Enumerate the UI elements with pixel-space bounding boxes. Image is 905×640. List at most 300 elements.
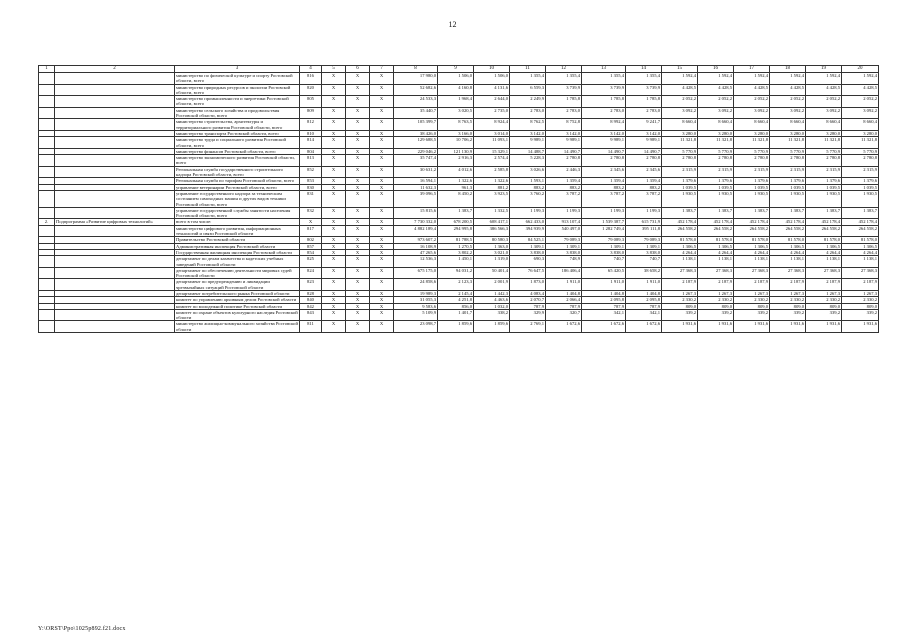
amount-cell: 5 770,9 — [698, 148, 734, 154]
cell-x: X — [346, 73, 370, 85]
amount-cell: 84 525,1 — [510, 237, 546, 243]
executor-name: министерство экономического развития Ростовской области, всего — [175, 155, 300, 167]
amount-cell: 339,2 — [842, 309, 879, 321]
table-row — [39, 190, 879, 207]
program-name — [55, 84, 175, 96]
amount-cell: 1 032,0 — [474, 303, 510, 309]
table-row — [39, 119, 879, 131]
amount-cell: 2 052,2 — [662, 96, 698, 108]
amount-cell: 2 052,2 — [770, 96, 806, 108]
amount-cell: 1 379,6 — [698, 178, 734, 184]
amount-cell: 52 682,6 — [394, 84, 438, 96]
amount-cell: 4 428,5 — [734, 84, 770, 96]
amount-cell: 809,0 — [806, 303, 842, 309]
row-number — [39, 267, 55, 279]
table-row — [39, 256, 879, 268]
amount-cell: 386 566,3 — [474, 225, 510, 237]
amount-cell: 883,2 — [510, 184, 546, 190]
amount-cell: 1 383,7 — [698, 207, 734, 219]
amount-cell: 9 989,1 — [582, 137, 626, 149]
cell-x: X — [322, 119, 346, 131]
amount-cell: 856,0 — [438, 303, 474, 309]
cell-x: X — [322, 243, 346, 249]
amount-cell: 1 039,5 — [842, 184, 879, 190]
table-row — [39, 279, 879, 291]
amount-cell: 452 178,4 — [806, 219, 842, 225]
amount-cell: 8 450,2 — [438, 190, 474, 207]
amount-cell: 1 309,1 — [582, 243, 626, 249]
column-number: 10 — [474, 66, 510, 73]
amount-cell: 79 089,3 — [546, 237, 582, 243]
amount-cell: 1 359,4 — [582, 178, 626, 184]
amount-cell: 787,9 — [626, 303, 662, 309]
amount-cell: 15 815,6 — [394, 207, 438, 219]
amount-cell: 2 780,8 — [842, 155, 879, 167]
amount-cell: 1 592,4 — [662, 73, 698, 85]
amount-cell: 2 780,8 — [662, 155, 698, 167]
amount-cell: 809,0 — [770, 303, 806, 309]
amount-cell: 3 280,0 — [770, 130, 806, 136]
amount-cell: 9 241,7 — [626, 119, 662, 131]
amount-cell: 1 930,5 — [698, 190, 734, 207]
amount-cell: 1 199,3 — [626, 207, 662, 219]
cell-x: X — [322, 219, 346, 225]
amount-cell: 11 321,8 — [734, 137, 770, 149]
amount-cell: 662 433,0 — [510, 219, 546, 225]
amount-cell: 1 931,6 — [806, 321, 842, 333]
cell-x: X — [346, 184, 370, 190]
amount-cell: 1 138,1 — [806, 256, 842, 268]
amount-cell: 1 930,5 — [734, 190, 770, 207]
table-row — [39, 155, 879, 167]
amount-cell: 2 066,4 — [546, 297, 582, 303]
amount-cell: 787,9 — [546, 303, 582, 309]
amount-cell: 3 787,2 — [626, 190, 662, 207]
amount-cell: 19 989,3 — [394, 290, 438, 296]
amount-cell: 2 187,9 — [698, 279, 734, 291]
amount-cell: 81 578,0 — [842, 237, 879, 243]
cell-x: X — [322, 237, 346, 243]
amount-cell: 1 592,4 — [806, 73, 842, 85]
table-row — [39, 73, 879, 85]
column-number: 13 — [582, 66, 626, 73]
executor-name: департамент потребительского рынка Ростовской области — [175, 290, 300, 296]
cell-x: X — [322, 73, 346, 85]
gov-code: 830 — [300, 184, 322, 190]
cell-x: X — [346, 84, 370, 96]
row-number — [39, 119, 55, 131]
cell-x: X — [370, 166, 394, 178]
amount-cell: 809,0 — [698, 303, 734, 309]
cell-x: X — [322, 279, 346, 291]
amount-cell: 2 330,2 — [806, 297, 842, 303]
amount-cell: 1 039,5 — [698, 184, 734, 190]
executor-name: министерство труда и социального развития Ростовской области, всего — [175, 137, 300, 149]
executor-name: управление государственного надзора за техническим состоянием самоходных машин и других видов техники Ростовской области, всего — [175, 190, 300, 207]
amount-cell: 264 558,2 — [806, 225, 842, 237]
amount-cell: 1 267,3 — [770, 290, 806, 296]
amount-cell: 2 187,9 — [662, 279, 698, 291]
amount-cell: 27 368,3 — [770, 267, 806, 279]
amount-cell: 3 280,0 — [806, 130, 842, 136]
amount-cell: 1 309,1 — [546, 243, 582, 249]
cell-x: X — [322, 178, 346, 184]
program-name — [55, 267, 175, 279]
cell-x: X — [370, 137, 394, 149]
gov-code: 823 — [300, 279, 322, 291]
cell-x: X — [346, 249, 370, 255]
amount-cell: 79 089,3 — [626, 237, 662, 243]
amount-cell: 3 923,5 — [474, 190, 510, 207]
cell-x: X — [346, 279, 370, 291]
gov-code: 853 — [300, 178, 322, 184]
amount-cell: 740,7 — [582, 256, 626, 268]
amount-cell: 2 070,7 — [510, 297, 546, 303]
amount-cell: 1 306,5 — [806, 243, 842, 249]
amount-cell: 452 178,4 — [734, 219, 770, 225]
amount-cell: 809,0 — [842, 303, 879, 309]
amount-cell: 740,7 — [626, 256, 662, 268]
row-number — [39, 321, 55, 333]
amount-cell: 2 769,1 — [510, 321, 546, 333]
cell-x: X — [322, 184, 346, 190]
cell-x: X — [346, 219, 370, 225]
amount-cell: 1 931,6 — [734, 321, 770, 333]
amount-cell: 2 187,9 — [770, 279, 806, 291]
program-name — [55, 207, 175, 219]
amount-cell: 1 270,5 — [438, 243, 474, 249]
amount-cell: 1 267,3 — [662, 290, 698, 296]
row-number — [39, 225, 55, 237]
amount-cell: 394 939,9 — [510, 225, 546, 237]
executor-name: Административная инспекция Ростовской области — [175, 243, 300, 249]
row-number — [39, 96, 55, 108]
executor-name: департамент по предупреждению и ликвидации чрезвычайных ситуаций Ростовской области — [175, 279, 300, 291]
amount-cell: 342,1 — [626, 309, 662, 321]
amount-cell: 1 785,8 — [626, 96, 662, 108]
gov-code: 857 — [300, 243, 322, 249]
amount-cell: 4 160,8 — [438, 84, 474, 96]
cell-x: X — [370, 178, 394, 184]
cell-x: X — [322, 256, 346, 268]
cell-x: X — [322, 137, 346, 149]
amount-cell: 9 583,6 — [394, 303, 438, 309]
cell-x: X — [346, 237, 370, 243]
page-number: 12 — [448, 20, 457, 29]
amount-cell: 80 580,3 — [474, 237, 510, 243]
cell-x: X — [322, 155, 346, 167]
amount-cell: 31 055,3 — [394, 297, 438, 303]
cell-x: X — [370, 290, 394, 296]
cell-x: X — [346, 107, 370, 119]
amount-cell: 1 931,6 — [770, 321, 806, 333]
amount-cell: 1 383,7 — [734, 207, 770, 219]
amount-cell: 1 306,5 — [842, 243, 879, 249]
amount-cell: 1 363,0 — [474, 243, 510, 249]
amount-cell: 3 092,2 — [662, 107, 698, 119]
amount-cell: 338,2 — [474, 309, 510, 321]
amount-cell: 339,2 — [734, 309, 770, 321]
amount-cell: 3 838,0 — [510, 249, 546, 255]
amount-cell: 79 089,3 — [582, 237, 626, 243]
amount-cell: 1 450,1 — [438, 256, 474, 268]
amount-cell: 4 428,5 — [662, 84, 698, 96]
amount-cell: 81 578,0 — [698, 237, 734, 243]
program-name — [55, 190, 175, 207]
row-number: 2. — [39, 219, 55, 225]
executor-name: управление ветеринарии Ростовской области, всего — [175, 184, 300, 190]
table-header-row — [39, 66, 879, 73]
amount-cell: 1 039,5 — [662, 184, 698, 190]
gov-code: 816 — [300, 73, 322, 85]
cell-x: X — [322, 148, 346, 154]
amount-cell: 2 187,9 — [806, 279, 842, 291]
amount-cell: 3 838,0 — [582, 249, 626, 255]
gov-code: 832 — [300, 207, 322, 219]
column-number: 20 — [842, 66, 879, 73]
amount-cell: 452 178,4 — [698, 219, 734, 225]
amount-cell: 883,2 — [546, 184, 582, 190]
amount-cell: 339,2 — [662, 309, 698, 321]
executor-name: департамент по обеспечению деятельности мировых судей Ростовской области — [175, 267, 300, 279]
amount-cell: 3 142,0 — [510, 130, 546, 136]
cell-x: X — [346, 267, 370, 279]
amount-cell: 8 762,5 — [510, 119, 546, 131]
amount-cell: 2 345,6 — [626, 166, 662, 178]
gov-code: 854 — [300, 249, 322, 255]
amount-cell: 3 092,2 — [806, 107, 842, 119]
amount-cell: 2 916,3 — [438, 155, 474, 167]
executor-name: всего в том числе: — [175, 219, 300, 225]
amount-cell: 186 406,4 — [546, 267, 582, 279]
amount-cell: 11 321,8 — [662, 137, 698, 149]
amount-cell: 47 265,6 — [394, 249, 438, 255]
cell-x: X — [346, 321, 370, 333]
amount-cell: 1 859,6 — [438, 321, 474, 333]
cell-x: X — [322, 249, 346, 255]
amount-cell: 883,2 — [626, 184, 662, 190]
amount-cell: 9 989,1 — [546, 137, 582, 149]
amount-cell: 2 780,8 — [698, 155, 734, 167]
amount-cell: 11 321,8 — [806, 137, 842, 149]
cell-x: X — [346, 290, 370, 296]
amount-cell: 3 280,0 — [698, 130, 734, 136]
cell-x: X — [322, 84, 346, 96]
amount-cell: 1 199,3 — [546, 207, 582, 219]
amount-cell: 14 488,7 — [510, 148, 546, 154]
amount-cell: 2 330,2 — [770, 297, 806, 303]
gov-code: X — [300, 219, 322, 225]
amount-cell: 2 052,2 — [698, 96, 734, 108]
amount-cell: 2 330,2 — [662, 297, 698, 303]
amount-cell: 1 859,6 — [474, 321, 510, 333]
executor-name: министерство по физической культуре и спорту Ростовской области, всего — [175, 73, 300, 85]
amount-cell: 81 578,0 — [734, 237, 770, 243]
amount-cell: 1 138,1 — [662, 256, 698, 268]
amount-cell: 9 989,1 — [510, 137, 546, 149]
amount-cell: 1 404,8 — [582, 290, 626, 296]
executor-name: министерство промышленности и энергетики Ростовской области, всего — [175, 96, 300, 108]
amount-cell: 30 631,2 — [394, 166, 438, 178]
cell-x: X — [370, 279, 394, 291]
column-number: 9 — [438, 66, 474, 73]
amount-cell: 4 264,4 — [842, 249, 879, 255]
amount-cell: 3 787,2 — [546, 190, 582, 207]
amount-cell: 1 931,6 — [698, 321, 734, 333]
executor-name: Государственная жилищная инспекция Ростовской области — [175, 249, 300, 255]
amount-cell: 1 931,6 — [842, 321, 879, 333]
amount-cell: 4 428,5 — [842, 84, 879, 96]
cell-x: X — [346, 137, 370, 149]
table-row — [39, 96, 879, 108]
amount-cell: 1 309,1 — [626, 243, 662, 249]
budget-table — [38, 65, 879, 333]
amount-cell: 27 368,3 — [806, 267, 842, 279]
gov-code: 843 — [300, 309, 322, 321]
amount-cell: 2 095,8 — [626, 297, 662, 303]
amount-cell: 81 578,0 — [662, 237, 698, 243]
amount-cell: 264 558,2 — [662, 225, 698, 237]
cell-x: X — [322, 190, 346, 207]
amount-cell: 3 739,9 — [546, 84, 582, 96]
cell-x: X — [346, 166, 370, 178]
amount-cell: 1 873,0 — [510, 279, 546, 291]
cell-x: X — [346, 148, 370, 154]
amount-cell: 1 593,1 — [510, 178, 546, 184]
row-number — [39, 166, 55, 178]
program-name — [55, 137, 175, 149]
executor-name: Региональная служба по тарифам Ростовской области, всего — [175, 178, 300, 184]
amount-cell: 1 672,6 — [582, 321, 626, 333]
amount-cell: 1 672,6 — [546, 321, 582, 333]
cell-x: X — [322, 321, 346, 333]
column-number: 4 — [300, 66, 322, 73]
amount-cell: 1 592,4 — [770, 73, 806, 85]
amount-cell: 3 280,0 — [734, 130, 770, 136]
amount-cell: 81 788,5 — [438, 237, 474, 243]
amount-cell: 16 594,1 — [394, 178, 438, 184]
cell-x: X — [322, 166, 346, 178]
amount-cell: 5 770,9 — [770, 148, 806, 154]
amount-cell: 3 092,2 — [698, 107, 734, 119]
program-name — [55, 321, 175, 333]
amount-cell: 1 359,4 — [546, 178, 582, 184]
amount-cell: 1 592,4 — [734, 73, 770, 85]
amount-cell: 2 783,0 — [546, 107, 582, 119]
cell-x: X — [370, 119, 394, 131]
amount-cell: 4 264,4 — [770, 249, 806, 255]
column-number: 19 — [806, 66, 842, 73]
gov-code: 840 — [300, 297, 322, 303]
amount-cell: 121 130,9 — [438, 148, 474, 154]
amount-cell: 1 319,0 — [474, 256, 510, 268]
amount-cell: 787,9 — [582, 303, 626, 309]
cell-x: X — [346, 119, 370, 131]
executor-name: министерство транспорта Ростовской области, всего — [175, 130, 300, 136]
amount-cell: 8 924,4 — [474, 119, 510, 131]
amount-cell: 5 770,9 — [734, 148, 770, 154]
cell-x: X — [370, 309, 394, 321]
executor-name: комитет по охране объектов культурного наследия Ростовской области — [176, 309, 298, 321]
amount-cell: 2 780,8 — [806, 155, 842, 167]
row-number — [39, 279, 55, 291]
amount-cell: 4 131,6 — [474, 84, 510, 96]
amount-cell: 10 706,2 — [438, 137, 474, 149]
amount-cell: 1 383,7 — [662, 207, 698, 219]
amount-cell: 6 559,3 — [510, 84, 546, 96]
amount-cell: 3 092,2 — [734, 107, 770, 119]
amount-cell: 452 178,4 — [842, 219, 879, 225]
cell-x: X — [346, 178, 370, 184]
amount-cell: 35 747,4 — [394, 155, 438, 167]
gov-code: 824 — [300, 267, 322, 279]
amount-cell: 2 783,0 — [626, 107, 662, 119]
amount-cell: 4 428,5 — [806, 84, 842, 96]
amount-cell: 264 558,2 — [842, 225, 879, 237]
amount-cell: 2 052,2 — [734, 96, 770, 108]
program-name — [55, 155, 175, 167]
amount-cell: 339,2 — [698, 309, 734, 321]
program-name — [55, 309, 175, 321]
cell-x: X — [370, 321, 394, 333]
column-number: 8 — [394, 66, 438, 73]
amount-cell: 4 264,4 — [734, 249, 770, 255]
column-number: 17 — [734, 66, 770, 73]
amount-cell: 2 330,2 — [842, 297, 879, 303]
column-number: 18 — [770, 66, 806, 73]
amount-cell: 38 658,2 — [626, 267, 662, 279]
program-name — [55, 279, 175, 291]
cell-x: X — [322, 225, 346, 237]
amount-cell: 16 108,9 — [394, 243, 438, 249]
gov-code: 805 — [300, 96, 322, 108]
amount-cell: 339,2 — [770, 309, 806, 321]
amount-cell: 678 200,5 — [438, 219, 474, 225]
cell-x: X — [346, 243, 370, 249]
cell-x: X — [370, 243, 394, 249]
amount-cell: 2 315,9 — [698, 166, 734, 178]
cell-x: X — [370, 155, 394, 167]
amount-cell: 2 783,0 — [582, 107, 626, 119]
amount-cell: 883,2 — [582, 184, 626, 190]
amount-cell: 1 442,3 — [474, 290, 510, 296]
program-name — [55, 166, 175, 178]
gov-code: 812 — [300, 119, 322, 131]
amount-cell: 3 142,0 — [626, 130, 662, 136]
footer-file-path: Y:\ORST\Ppo\1025p892.f21.docx — [38, 626, 126, 632]
amount-cell: 94 031,2 — [438, 267, 474, 279]
row-number — [39, 107, 55, 119]
executor-name: управление государственной службы занятости населения Ростовской области, всего — [175, 207, 300, 219]
amount-cell: 2 644,0 — [474, 96, 510, 108]
executor-name: министерство цифрового развития, информационных технологий и связи Ростовской области — [175, 225, 300, 237]
amount-cell: 1 539 387,7 — [582, 219, 626, 225]
amount-cell: 787,9 — [510, 303, 546, 309]
cell-x: X — [370, 237, 394, 243]
amount-cell: 1 282 749,4 — [582, 225, 626, 237]
amount-cell: 5 109,9 — [394, 309, 438, 321]
column-number: 5 — [322, 66, 346, 73]
amount-cell: 1 138,1 — [842, 256, 879, 268]
executor-name: департамент по делам казачества и кадетских учебных заведений Ростовской области — [175, 256, 300, 268]
amount-cell: 1 267,3 — [806, 290, 842, 296]
program-name: Подпрограмма «Развитие цифровых технологий» — [55, 219, 175, 225]
amount-cell: 608 417,1 — [474, 219, 510, 225]
amount-cell: 342,1 — [582, 309, 626, 321]
amount-cell: 3 838,0 — [626, 249, 662, 255]
cell-x: X — [370, 130, 394, 136]
amount-cell: 35 440,7 — [394, 107, 438, 119]
